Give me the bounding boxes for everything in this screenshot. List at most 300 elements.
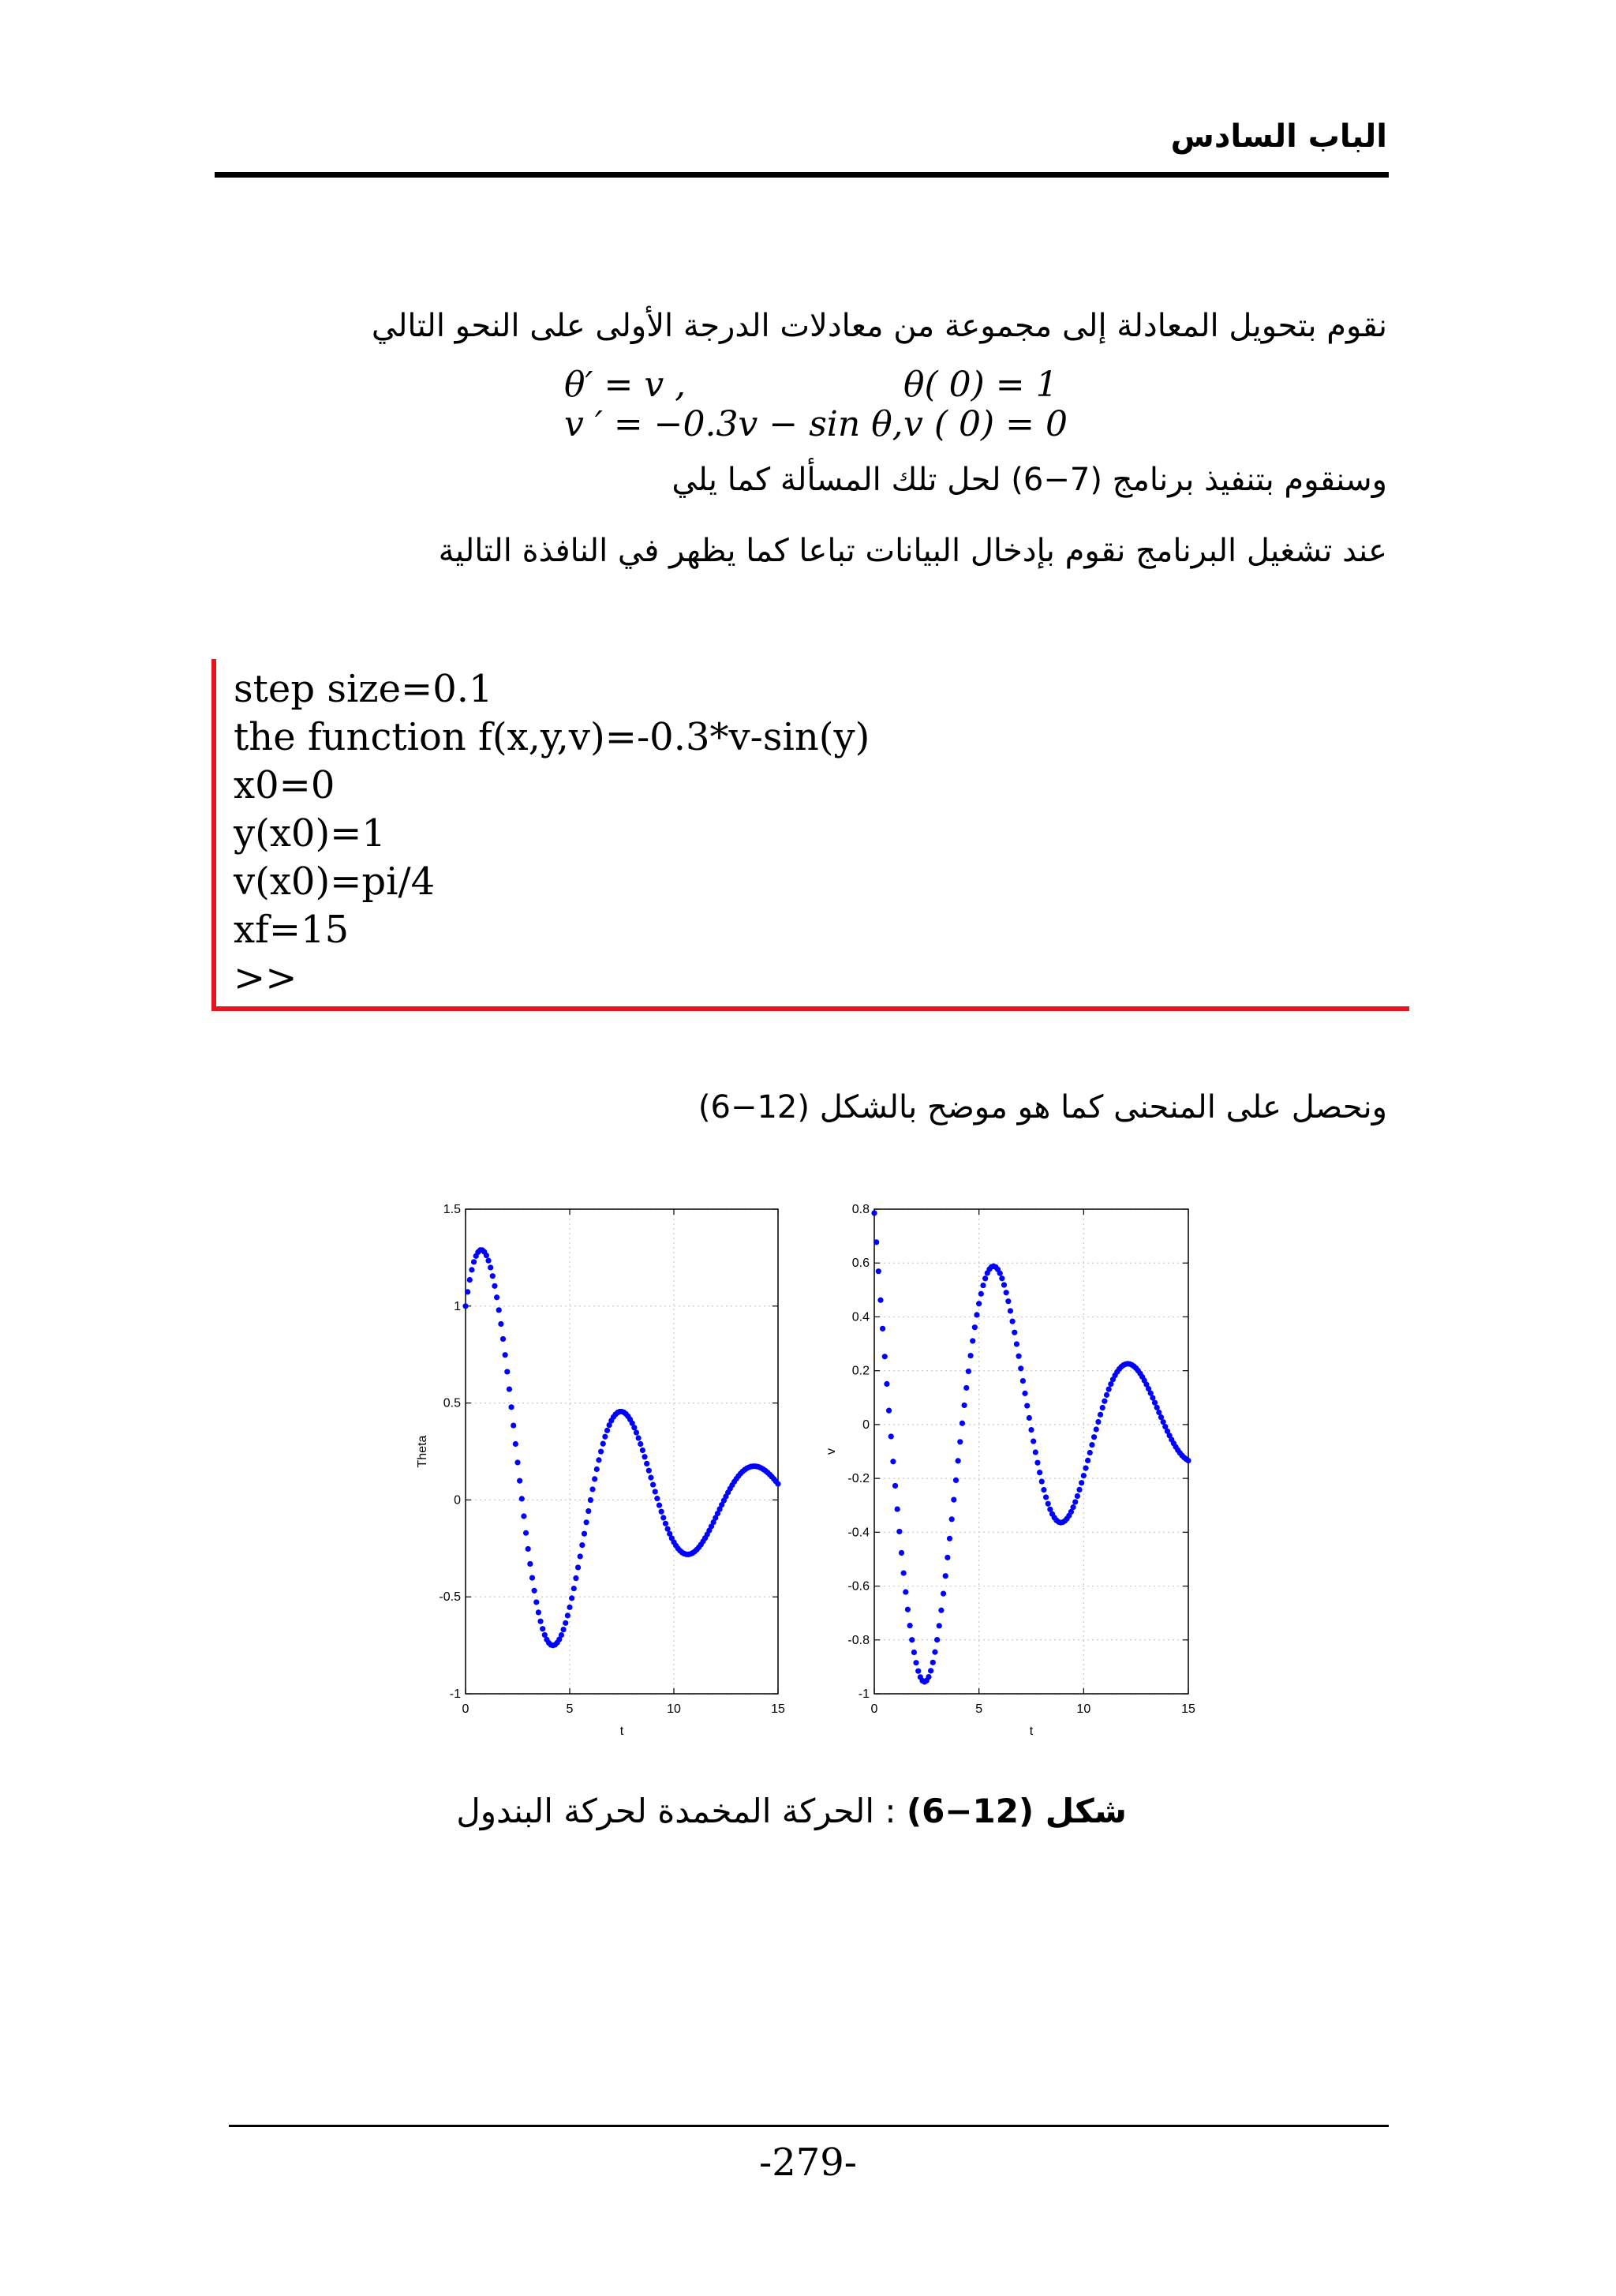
v-plot-xtick-label: 5 bbox=[975, 1702, 983, 1716]
v-plot-data-point bbox=[1085, 1458, 1090, 1463]
theta-plot-data-point bbox=[575, 1564, 581, 1570]
theta-plot-data-point bbox=[596, 1457, 601, 1463]
theta-plot-data-point bbox=[607, 1422, 612, 1428]
v-plot-data-point bbox=[930, 1660, 936, 1665]
v-plot-data-point bbox=[882, 1354, 888, 1359]
result-paragraph: ونحصل على المنحنى كما هو موضح بالشكل (12−6) bbox=[698, 1089, 1387, 1126]
theta-plot-data-point bbox=[503, 1352, 508, 1358]
v-plot-data-point bbox=[1037, 1470, 1042, 1475]
theta-plot-data-point bbox=[550, 1642, 556, 1648]
theta-plot-data-point bbox=[769, 1474, 774, 1479]
theta-plot-data-point bbox=[675, 1545, 681, 1551]
theta-plot-data-point bbox=[667, 1531, 672, 1537]
theta-plot-data-point bbox=[638, 1441, 643, 1447]
theta-plot-data-point bbox=[565, 1612, 570, 1618]
v-plot-data-point bbox=[1072, 1499, 1078, 1504]
theta-plot-data-point bbox=[507, 1386, 512, 1391]
theta-plot-data-point bbox=[694, 1547, 699, 1553]
figure-caption-text: الحركة المخمدة لحركة البندول bbox=[456, 1792, 874, 1830]
v-plot-data-point bbox=[901, 1570, 907, 1575]
v-plot-data-point bbox=[1137, 1371, 1143, 1376]
v-plot-data-point bbox=[1100, 1405, 1105, 1410]
theta-plot-data-point bbox=[588, 1497, 593, 1503]
theta-plot-data-point bbox=[761, 1466, 766, 1472]
v-plot-data-point bbox=[1012, 1330, 1017, 1335]
v-plot-data-point bbox=[976, 1301, 982, 1306]
theta-plot-data-point bbox=[523, 1530, 529, 1536]
theta-plot-data-point bbox=[536, 1609, 541, 1615]
v-plot-frame bbox=[874, 1209, 1188, 1694]
v-plot-data-point bbox=[1041, 1487, 1046, 1493]
theta-plot-xtick-label: 0 bbox=[462, 1702, 469, 1716]
v-plot-ytick-label: -0.2 bbox=[847, 1472, 870, 1486]
v-plot-data-point bbox=[1127, 1361, 1132, 1367]
v-plot-data-point bbox=[1154, 1405, 1160, 1410]
theta-plot-data-point bbox=[542, 1632, 548, 1638]
theta-plot-data-point bbox=[578, 1553, 583, 1559]
theta-plot-data-point bbox=[608, 1418, 614, 1423]
v-plot-data-point bbox=[1004, 1290, 1009, 1295]
theta-plot-data-point bbox=[729, 1482, 735, 1488]
v-plot-ytick-label: 0.2 bbox=[851, 1364, 870, 1378]
theta-plot-data-point bbox=[728, 1485, 733, 1491]
v-plot-data-point bbox=[886, 1408, 892, 1414]
theta-plot-data-point bbox=[773, 1478, 779, 1484]
v-plot-data-point bbox=[1020, 1378, 1026, 1384]
theta-plot-data-point bbox=[653, 1489, 658, 1494]
theta-plot-data-point bbox=[548, 1642, 554, 1647]
theta-plot-data-point bbox=[504, 1369, 510, 1374]
v-plot-data-point bbox=[1173, 1444, 1178, 1450]
theta-plot-data-point bbox=[663, 1521, 668, 1526]
theta-plot-ytick-label: 1 bbox=[454, 1299, 461, 1313]
v-plot-data-point bbox=[995, 1267, 1001, 1272]
theta-plot-data-point bbox=[740, 1469, 746, 1474]
v-plot-data-point bbox=[978, 1291, 984, 1297]
theta-plot-data-point bbox=[750, 1463, 756, 1469]
theta-plot-data-point bbox=[604, 1428, 610, 1433]
v-plot-data-point bbox=[1143, 1381, 1149, 1387]
theta-plot-frame bbox=[466, 1209, 778, 1694]
theta-plot-data-point bbox=[719, 1502, 724, 1508]
theta-plot-data-point bbox=[500, 1336, 506, 1342]
console-line: y(x0)=1 bbox=[234, 811, 386, 856]
v-plot-data-point bbox=[932, 1650, 937, 1655]
v-plot-data-point bbox=[1010, 1319, 1016, 1324]
theta-plot-data-point bbox=[642, 1454, 647, 1459]
theta-plot-data-point bbox=[630, 1421, 635, 1426]
v-plot-data-point bbox=[924, 1678, 930, 1684]
v-plot-data-point bbox=[1181, 1455, 1187, 1460]
v-plot-data-point bbox=[1118, 1364, 1124, 1369]
theta-plot-data-point bbox=[706, 1527, 712, 1533]
theta-plot-data-point bbox=[615, 1410, 620, 1415]
theta-plot-data-point bbox=[480, 1247, 485, 1253]
v-plot-data-point bbox=[957, 1439, 963, 1444]
theta-plot-data-point bbox=[682, 1551, 687, 1556]
v-plot-data-point bbox=[1008, 1308, 1013, 1313]
v-plot-data-point bbox=[1064, 1516, 1070, 1522]
v-plot-data-point bbox=[972, 1324, 978, 1330]
v-plot-data-point bbox=[1016, 1354, 1021, 1359]
theta-plot-data-point bbox=[723, 1493, 728, 1499]
v-plot-ytick-label: 0 bbox=[862, 1418, 870, 1432]
theta-plot-data-point bbox=[546, 1640, 552, 1646]
footer-rule bbox=[229, 2125, 1389, 2127]
theta-plot-data-point bbox=[519, 1496, 525, 1501]
v-plot-data-point bbox=[1165, 1429, 1170, 1434]
theta-plot-data-point bbox=[569, 1595, 574, 1601]
v-plot-data-point bbox=[953, 1478, 959, 1483]
run-paragraph: عند تشغيل البرنامج نقوم بإدخال البيانات تباعا كما يظهر في النافذة التالية bbox=[438, 533, 1387, 569]
equation-1-right: θ( 0) = 1 bbox=[903, 365, 1058, 405]
theta-plot-data-point bbox=[571, 1586, 577, 1591]
theta-plot-data-point bbox=[627, 1417, 633, 1422]
theta-plot-ytick-label: 0.5 bbox=[443, 1396, 461, 1410]
theta-plot-data-point bbox=[517, 1478, 522, 1484]
v-plot-data-point bbox=[907, 1623, 913, 1628]
v-plot-data-point bbox=[982, 1275, 988, 1281]
theta-plot-data-point bbox=[752, 1463, 758, 1469]
v-plot-data-point bbox=[1124, 1361, 1130, 1366]
v-plot-data-point bbox=[934, 1637, 940, 1642]
theta-plot-xtick-label: 15 bbox=[771, 1702, 785, 1716]
theta-plot-data-point bbox=[469, 1267, 474, 1272]
theta-plot-data-point bbox=[758, 1466, 764, 1471]
theta-plot-data-point bbox=[690, 1550, 695, 1556]
v-plot-data-point bbox=[961, 1403, 967, 1408]
console-prompt: >> bbox=[234, 956, 297, 1000]
theta-plot-data-point bbox=[721, 1498, 727, 1504]
figure-caption-label: شكل (12−6) bbox=[906, 1792, 1127, 1830]
v-plot-data-point bbox=[1135, 1368, 1141, 1373]
v-plot-data-point bbox=[999, 1275, 1004, 1281]
v-plot-data-point bbox=[1129, 1362, 1135, 1368]
theta-plot-data-point bbox=[709, 1523, 714, 1529]
theta-plot-data-point bbox=[640, 1448, 645, 1453]
v-plot-data-point bbox=[911, 1650, 917, 1655]
v-plot-data-point bbox=[1175, 1448, 1180, 1453]
theta-plot-data-point bbox=[514, 1459, 520, 1465]
v-plot-data-point bbox=[922, 1679, 927, 1684]
theta-plot-data-point bbox=[767, 1472, 772, 1478]
v-plot-data-point bbox=[1184, 1456, 1189, 1462]
theta-plot-data-point bbox=[526, 1546, 531, 1552]
v-plot-ytick-label: 0.8 bbox=[851, 1203, 870, 1216]
theta-plot-data-point bbox=[650, 1481, 656, 1487]
v-plot-data-point bbox=[938, 1608, 944, 1613]
equation-1-left: θ′ = v , bbox=[564, 365, 686, 405]
theta-plot-data-point bbox=[742, 1467, 747, 1473]
v-plot-data-point bbox=[1075, 1493, 1080, 1499]
console-output bbox=[211, 659, 1409, 1011]
v-plot-data-point bbox=[1087, 1450, 1093, 1455]
v-plot-data-point bbox=[1070, 1504, 1075, 1510]
figure-caption-separator: : bbox=[874, 1792, 907, 1830]
theta-plot-xlabel: t bbox=[619, 1725, 624, 1738]
v-plot-data-point bbox=[1094, 1426, 1099, 1432]
v-plot-data-point bbox=[903, 1589, 908, 1594]
theta-plot-data-point bbox=[532, 1588, 537, 1594]
v-plot-data-point bbox=[1104, 1392, 1109, 1398]
v-plot-data-point bbox=[1024, 1403, 1030, 1408]
v-plot-data-point bbox=[1117, 1366, 1122, 1372]
v-plot-data-point bbox=[941, 1591, 946, 1597]
theta-plot-ylabel: Theta bbox=[416, 1435, 429, 1468]
v-plot-data-point bbox=[1102, 1399, 1107, 1404]
v-plot-xtick-label: 10 bbox=[1076, 1702, 1091, 1716]
console-line: x0=0 bbox=[234, 763, 335, 807]
v-plot-data-point bbox=[986, 1266, 992, 1272]
intro-paragraph: نقوم بتحويل المعادلة إلى مجموعة من معادلات الدرجة الأولى على النحو التالي bbox=[371, 308, 1387, 344]
v-plot-data-point bbox=[1152, 1400, 1158, 1406]
program-paragraph: وسنقوم بتنفيذ برنامج (7−6) لحل تلك المسألة كما يلي bbox=[671, 462, 1387, 498]
theta-plot-data-point bbox=[715, 1511, 720, 1516]
theta-plot-data-point bbox=[467, 1277, 473, 1283]
theta-plot-data-point bbox=[533, 1599, 539, 1605]
theta-plot-data-point bbox=[763, 1468, 769, 1474]
theta-plot-data-point bbox=[716, 1506, 722, 1511]
v-plot-data-point bbox=[945, 1555, 950, 1560]
v-plot-ytick-label: -0.6 bbox=[847, 1579, 870, 1594]
v-plot-data-point bbox=[989, 1264, 994, 1270]
v-plot-data-point bbox=[1083, 1466, 1088, 1471]
v-plot-data-point bbox=[960, 1421, 965, 1426]
v-plot-data-point bbox=[963, 1385, 969, 1391]
v-plot-data-point bbox=[974, 1312, 979, 1317]
v-plot-data-point bbox=[1028, 1427, 1034, 1433]
v-plot-ytick-label: -1 bbox=[858, 1687, 870, 1701]
theta-plot-data-point bbox=[582, 1531, 587, 1537]
v-plot-ytick-label: -0.4 bbox=[847, 1526, 870, 1540]
v-plot-data-point bbox=[892, 1483, 898, 1489]
v-plot-data-point bbox=[985, 1270, 990, 1275]
v-plot-data-point bbox=[890, 1459, 896, 1464]
v-plot-data-point bbox=[947, 1536, 952, 1541]
v-plot-data-point bbox=[919, 1678, 925, 1684]
v-plot-data-point bbox=[1049, 1511, 1055, 1517]
theta-plot-data-point bbox=[473, 1253, 479, 1259]
theta-plot-data-point bbox=[555, 1640, 560, 1646]
theta-plot-data-point bbox=[621, 1410, 627, 1415]
v-plot-data-point bbox=[928, 1668, 933, 1673]
v-plot-data-point bbox=[1110, 1376, 1116, 1382]
v-plot-data-point bbox=[1148, 1391, 1154, 1396]
v-plot-data-point bbox=[980, 1283, 986, 1288]
theta-plot-data-point bbox=[619, 1409, 624, 1414]
theta-plot-data-point bbox=[702, 1535, 708, 1541]
v-plot-data-point bbox=[1039, 1478, 1045, 1484]
equation-2-left: v ′ = −0.3v − sin θ, bbox=[564, 404, 903, 444]
theta-plot-data-point bbox=[634, 1429, 639, 1435]
theta-plot-data-point bbox=[537, 1619, 543, 1624]
v-plot-data-point bbox=[873, 1239, 879, 1245]
theta-plot-data-point bbox=[490, 1273, 496, 1279]
theta-plot-data-point bbox=[527, 1561, 533, 1567]
theta-plot-data-point bbox=[734, 1476, 739, 1481]
v-plot-data-point bbox=[997, 1271, 1003, 1276]
v-plot-data-point bbox=[1139, 1374, 1145, 1380]
theta-plot-data-point bbox=[705, 1531, 710, 1537]
theta-plot-data-point bbox=[481, 1249, 487, 1254]
theta-plot-data-point bbox=[648, 1475, 653, 1481]
v-plot-data-point bbox=[1052, 1515, 1057, 1520]
theta-plot-data-point bbox=[754, 1464, 760, 1470]
v-plot-data-point bbox=[909, 1637, 915, 1642]
theta-plot-data-point bbox=[552, 1642, 558, 1647]
theta-plot-data-point bbox=[725, 1489, 731, 1495]
v-plot-data-point bbox=[1161, 1419, 1166, 1425]
v-plot-data-point bbox=[1060, 1519, 1065, 1525]
v-plot-data-point bbox=[1146, 1386, 1151, 1391]
v-plot-data-point bbox=[1156, 1410, 1162, 1415]
theta-plot-data-point bbox=[623, 1411, 629, 1417]
theta-plot-data-point bbox=[765, 1470, 770, 1475]
theta-plot-data-point bbox=[625, 1414, 630, 1419]
v-plot-data-point bbox=[1022, 1391, 1027, 1396]
v-plot-data-point bbox=[896, 1529, 902, 1534]
theta-plot-data-point bbox=[698, 1541, 704, 1547]
v-plot-data-point bbox=[884, 1381, 889, 1387]
v-plot-data-point bbox=[1120, 1362, 1126, 1368]
theta-plot-data-point bbox=[594, 1466, 600, 1472]
v-plot-data-point bbox=[1114, 1369, 1120, 1375]
theta-plot-data-point bbox=[683, 1552, 689, 1557]
theta-plot-data-point bbox=[579, 1542, 585, 1548]
theta-plot-data-point bbox=[735, 1473, 741, 1478]
theta-plot-data-point bbox=[748, 1464, 754, 1470]
theta-plot-data-point bbox=[560, 1627, 566, 1632]
theta-plot-data-point bbox=[656, 1502, 662, 1508]
v-plot-data-point bbox=[913, 1660, 918, 1665]
v-plot-ylabel: v bbox=[825, 1448, 838, 1455]
v-plot-data-point bbox=[1043, 1494, 1049, 1500]
theta-plot-data-point bbox=[584, 1519, 589, 1525]
theta-plot-data-point bbox=[508, 1404, 514, 1410]
page-number: -279- bbox=[758, 2141, 858, 2185]
theta-plot-data-point bbox=[563, 1620, 568, 1626]
v-plot-data-point bbox=[1150, 1395, 1155, 1401]
theta-plot-data-point bbox=[713, 1515, 718, 1520]
theta-plot-data-point bbox=[484, 1253, 489, 1258]
theta-plot-data-point bbox=[559, 1632, 564, 1638]
v-plot-data-point bbox=[937, 1623, 942, 1628]
equation-2-right: v ( 0) = 0 bbox=[903, 404, 1068, 444]
theta-plot-data-point bbox=[631, 1425, 637, 1430]
theta-plot-xtick-label: 10 bbox=[667, 1702, 681, 1716]
v-plot-data-point bbox=[871, 1210, 877, 1215]
theta-plot-data-point bbox=[696, 1545, 701, 1550]
v-plot-data-point bbox=[888, 1433, 894, 1439]
theta-plot-data-point bbox=[498, 1321, 503, 1327]
theta-plot-data-point bbox=[644, 1461, 649, 1466]
v-plot-data-point bbox=[1047, 1507, 1053, 1512]
v-plot-data-point bbox=[1053, 1518, 1059, 1523]
theta-plot-data-point bbox=[612, 1411, 618, 1417]
v-plot-data-point bbox=[1158, 1414, 1164, 1420]
v-plot-data-point bbox=[1108, 1381, 1113, 1387]
v-plot-data-point bbox=[1076, 1487, 1082, 1493]
theta-plot-data-point bbox=[679, 1549, 685, 1555]
v-plot-data-point bbox=[899, 1550, 904, 1556]
theta-plot-data-point bbox=[700, 1538, 705, 1544]
v-plot-ytick-label: 0.4 bbox=[851, 1310, 870, 1324]
v-plot-data-point bbox=[1062, 1518, 1068, 1523]
theta-plot-data-point bbox=[746, 1464, 751, 1470]
theta-plot-data-point bbox=[688, 1551, 694, 1556]
theta-plot-data-point bbox=[513, 1441, 518, 1447]
v-plot-data-point bbox=[1014, 1341, 1019, 1347]
theta-plot-ytick-label: 1.5 bbox=[443, 1203, 461, 1216]
v-plot-data-point bbox=[949, 1516, 955, 1522]
theta-plot-ytick-label: -0.5 bbox=[439, 1590, 461, 1605]
v-plot-data-point bbox=[1131, 1363, 1136, 1369]
v-plot-xtick-label: 15 bbox=[1181, 1702, 1195, 1716]
v-plot-data-point bbox=[1031, 1438, 1036, 1444]
theta-plot-data-point bbox=[711, 1519, 716, 1525]
chapter-header: الباب السادس bbox=[1170, 118, 1387, 155]
v-plot-data-point bbox=[1018, 1365, 1023, 1371]
theta-plot-data-point bbox=[673, 1543, 679, 1549]
theta-plot-data-point bbox=[602, 1434, 608, 1440]
v-plot-xtick-label: 0 bbox=[870, 1702, 878, 1716]
theta-plot-data-point bbox=[511, 1422, 516, 1428]
v-plot-data-point bbox=[1179, 1452, 1184, 1458]
theta-plot-data-point bbox=[477, 1247, 483, 1253]
v-plot-data-point bbox=[943, 1573, 948, 1579]
v-plot-data-point bbox=[877, 1298, 883, 1303]
theta-plot-data-point bbox=[738, 1470, 743, 1476]
theta-plot-data-point bbox=[592, 1476, 597, 1481]
header-rule bbox=[215, 172, 1389, 178]
v-plot-data-point bbox=[1142, 1377, 1147, 1383]
theta-plot-data-point bbox=[692, 1549, 698, 1554]
v-plot-data-point bbox=[1095, 1419, 1101, 1425]
theta-plot-ytick-label: 0 bbox=[454, 1493, 461, 1508]
theta-plot-data-point bbox=[600, 1441, 606, 1447]
theta-plot-data-point bbox=[686, 1552, 691, 1557]
theta-plot-data-point bbox=[744, 1466, 750, 1471]
v-plot-data-point bbox=[966, 1369, 971, 1374]
v-plot-data-point bbox=[991, 1264, 997, 1269]
v-plot-data-point bbox=[1046, 1501, 1051, 1507]
v-plot-data-point bbox=[1005, 1298, 1011, 1304]
theta-plot-data-point bbox=[659, 1509, 664, 1515]
theta-plot-data-point bbox=[540, 1626, 545, 1631]
v-plot-data-point bbox=[1171, 1440, 1176, 1446]
v-plot-data-point bbox=[1089, 1442, 1094, 1448]
v-plot-ytick-label: -0.8 bbox=[847, 1633, 870, 1647]
v-plot-data-point bbox=[956, 1458, 961, 1463]
figure-caption bbox=[456, 1792, 1127, 1830]
console-line: xf=15 bbox=[234, 908, 350, 952]
theta-plot-data-point bbox=[585, 1508, 591, 1514]
theta-plot-data-point bbox=[617, 1409, 623, 1414]
v-plot-ytick-label: 0.6 bbox=[851, 1257, 870, 1271]
theta-plot-data-point bbox=[496, 1307, 502, 1313]
theta-plot-data-point bbox=[471, 1259, 477, 1264]
theta-plot-data-point bbox=[475, 1249, 481, 1255]
v-plot-data-point bbox=[993, 1264, 998, 1270]
theta-plot-xtick-label: 5 bbox=[566, 1702, 574, 1716]
console-line: v(x0)=pi/4 bbox=[234, 860, 436, 904]
v-plot-xlabel: t bbox=[1029, 1725, 1034, 1738]
v-plot-data-point bbox=[1081, 1473, 1087, 1478]
theta-plot-data-point bbox=[494, 1294, 499, 1300]
v-plot-data-point bbox=[1079, 1480, 1084, 1485]
v-plot-data-point bbox=[951, 1496, 956, 1502]
theta-plot-data-point bbox=[567, 1605, 572, 1610]
